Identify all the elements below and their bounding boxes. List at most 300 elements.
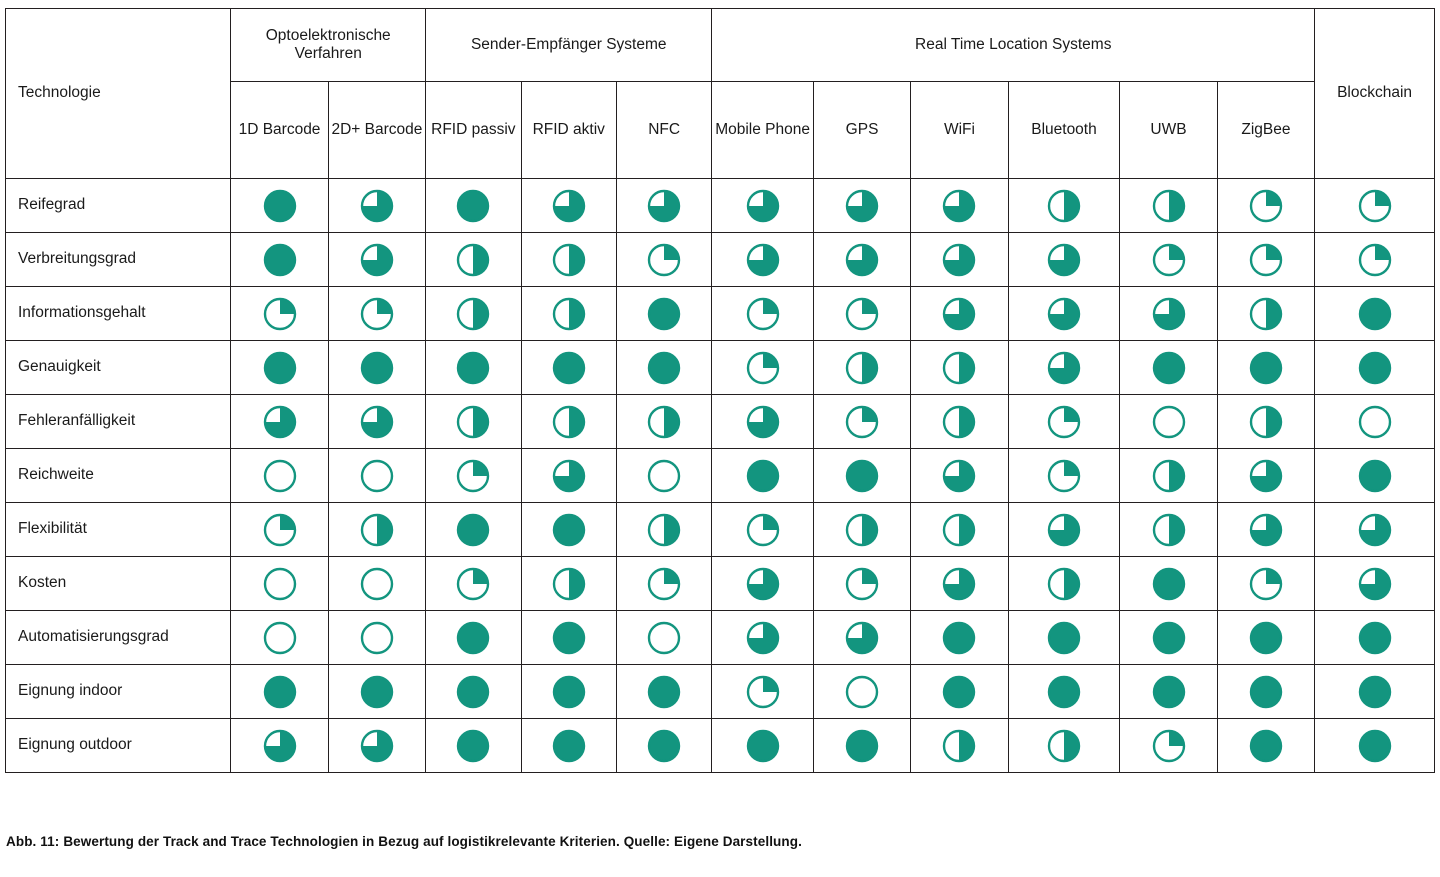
- figure-caption-text: Bewertung der Track and Trace Technologien in Bezug auf logistikrelevante Kriterien. Quelle: Eigene Darstellung.: [63, 834, 802, 849]
- table-row: [6, 179, 1435, 233]
- table-body: [6, 179, 1435, 773]
- harvey-ball-icon: [1120, 611, 1216, 664]
- table-row: [6, 719, 1435, 773]
- harvey-ball-icon: [522, 557, 616, 610]
- harvey-ball-icon: [1315, 233, 1434, 286]
- harvey-ball-icon: [1218, 611, 1314, 664]
- cell-rfid-passiv-4: [426, 341, 521, 395]
- harvey-ball-icon: [617, 287, 711, 340]
- harvey-ball-icon: [712, 665, 812, 718]
- column-header-rfid-aktiv: RFID aktiv: [521, 82, 616, 179]
- harvey-ball-icon: [522, 233, 616, 286]
- harvey-ball-icon: [1009, 233, 1120, 286]
- harvey-ball-icon: [1120, 287, 1216, 340]
- cell-zigbee-1: [1217, 179, 1314, 233]
- harvey-ball-icon: [911, 611, 1007, 664]
- cell-gps-10: [813, 665, 910, 719]
- cell-rfid-aktiv-3: [521, 287, 616, 341]
- table-row: [6, 557, 1435, 611]
- group-header-blockchain: Blockchain: [1315, 9, 1435, 179]
- cell-gps-6: [813, 449, 910, 503]
- cell-mobile-phone-5: [712, 395, 813, 449]
- harvey-ball-icon: [329, 611, 425, 664]
- cell-rfid-passiv-8: [426, 557, 521, 611]
- cell-1d-barcode-10: [231, 665, 328, 719]
- harvey-ball-icon: [329, 395, 425, 448]
- harvey-ball-icon: [522, 179, 616, 232]
- table-row: [6, 341, 1435, 395]
- cell-wifi-2: [911, 233, 1008, 287]
- cell-nfc-2: [616, 233, 711, 287]
- harvey-ball-icon: [231, 665, 327, 718]
- cell-uwb-11: [1120, 719, 1217, 773]
- harvey-ball-icon: [1315, 503, 1434, 556]
- column-header-zigbee: ZigBee: [1217, 82, 1314, 179]
- harvey-ball-icon: [814, 449, 910, 502]
- harvey-ball-icon: [911, 287, 1007, 340]
- cell-blockchain-11: [1315, 719, 1435, 773]
- harvey-ball-icon: [911, 719, 1007, 772]
- cell-blockchain-2: [1315, 233, 1435, 287]
- harvey-ball-icon: [814, 557, 910, 610]
- harvey-ball-icon: [814, 233, 910, 286]
- harvey-ball-icon: [911, 557, 1007, 610]
- cell-2d-barcode-7: [328, 503, 425, 557]
- harvey-ball-icon: [426, 449, 520, 502]
- harvey-ball-icon: [617, 719, 711, 772]
- cell-1d-barcode-2: [231, 233, 328, 287]
- cell-mobile-phone-1: [712, 179, 813, 233]
- harvey-ball-icon: [329, 719, 425, 772]
- cell-rfid-passiv-11: [426, 719, 521, 773]
- harvey-ball-icon: [712, 503, 812, 556]
- harvey-ball-icon: [712, 341, 812, 394]
- harvey-ball-icon: [1218, 395, 1314, 448]
- cell-gps-11: [813, 719, 910, 773]
- harvey-ball-icon: [712, 233, 812, 286]
- cell-bluetooth-6: [1008, 449, 1120, 503]
- row-header-automatisierungsgrad: Automatisierungsgrad: [6, 611, 231, 665]
- harvey-ball-icon: [1218, 287, 1314, 340]
- harvey-ball-icon: [1218, 719, 1314, 772]
- cell-1d-barcode-7: [231, 503, 328, 557]
- harvey-ball-icon: [1315, 287, 1434, 340]
- harvey-ball-icon: [426, 611, 520, 664]
- harvey-ball-icon: [814, 503, 910, 556]
- cell-wifi-11: [911, 719, 1008, 773]
- cell-gps-3: [813, 287, 910, 341]
- cell-nfc-6: [616, 449, 711, 503]
- column-header-mobile-phone: Mobile Phone: [712, 82, 813, 179]
- cell-wifi-8: [911, 557, 1008, 611]
- harvey-ball-icon: [522, 665, 616, 718]
- cell-blockchain-8: [1315, 557, 1435, 611]
- cell-rfid-passiv-2: [426, 233, 521, 287]
- harvey-ball-icon: [329, 179, 425, 232]
- harvey-ball-icon: [911, 179, 1007, 232]
- cell-nfc-7: [616, 503, 711, 557]
- cell-rfid-aktiv-11: [521, 719, 616, 773]
- harvey-ball-icon: [522, 719, 616, 772]
- harvey-ball-icon: [426, 395, 520, 448]
- cell-blockchain-9: [1315, 611, 1435, 665]
- cell-uwb-10: [1120, 665, 1217, 719]
- figure-caption-number: Abb. 11:: [6, 834, 60, 849]
- harvey-ball-icon: [231, 233, 327, 286]
- harvey-ball-icon: [329, 557, 425, 610]
- harvey-ball-icon: [329, 287, 425, 340]
- harvey-ball-icon: [1120, 395, 1216, 448]
- cell-wifi-6: [911, 449, 1008, 503]
- harvey-ball-icon: [522, 287, 616, 340]
- harvey-ball-icon: [617, 233, 711, 286]
- row-header-reifegrad: Reifegrad: [6, 179, 231, 233]
- column-header-nfc: NFC: [616, 82, 711, 179]
- column-header-bluetooth: Bluetooth: [1008, 82, 1120, 179]
- cell-gps-4: [813, 341, 910, 395]
- harvey-ball-icon: [1120, 179, 1216, 232]
- cell-wifi-7: [911, 503, 1008, 557]
- cell-zigbee-6: [1217, 449, 1314, 503]
- harvey-ball-icon: [1009, 449, 1120, 502]
- harvey-ball-icon: [911, 233, 1007, 286]
- cell-wifi-1: [911, 179, 1008, 233]
- cell-blockchain-10: [1315, 665, 1435, 719]
- harvey-ball-icon: [231, 287, 327, 340]
- cell-mobile-phone-11: [712, 719, 813, 773]
- row-header-eignung-indoor: Eignung indoor: [6, 665, 231, 719]
- cell-1d-barcode-8: [231, 557, 328, 611]
- row-header-genauigkeit: Genauigkeit: [6, 341, 231, 395]
- cell-nfc-1: [616, 179, 711, 233]
- cell-zigbee-3: [1217, 287, 1314, 341]
- cell-uwb-1: [1120, 179, 1217, 233]
- cell-mobile-phone-9: [712, 611, 813, 665]
- harvey-ball-icon: [329, 665, 425, 718]
- cell-2d-barcode-11: [328, 719, 425, 773]
- cell-rfid-aktiv-8: [521, 557, 616, 611]
- harvey-ball-icon: [617, 557, 711, 610]
- harvey-ball-icon: [1315, 179, 1434, 232]
- harvey-ball-icon: [1120, 341, 1216, 394]
- harvey-ball-icon: [814, 341, 910, 394]
- cell-zigbee-4: [1217, 341, 1314, 395]
- table-row: [6, 287, 1435, 341]
- harvey-ball-icon: [1009, 395, 1120, 448]
- harvey-ball-icon: [1120, 665, 1216, 718]
- cell-blockchain-3: [1315, 287, 1435, 341]
- harvey-ball-icon: [1120, 503, 1216, 556]
- row-header-flexibilit-t: Flexibilität: [6, 503, 231, 557]
- harvey-ball-icon: [522, 341, 616, 394]
- harvey-ball-icon: [426, 503, 520, 556]
- harvey-ball-icon: [814, 287, 910, 340]
- cell-bluetooth-11: [1008, 719, 1120, 773]
- harvey-ball-icon: [1009, 503, 1120, 556]
- cell-mobile-phone-2: [712, 233, 813, 287]
- cell-rfid-aktiv-10: [521, 665, 616, 719]
- table-row: [6, 449, 1435, 503]
- group-header-row: [6, 9, 1435, 82]
- cell-2d-barcode-3: [328, 287, 425, 341]
- cell-bluetooth-5: [1008, 395, 1120, 449]
- cell-mobile-phone-4: [712, 341, 813, 395]
- harvey-ball-icon: [231, 395, 327, 448]
- cell-uwb-4: [1120, 341, 1217, 395]
- cell-wifi-5: [911, 395, 1008, 449]
- group-header-optoelektronische: Optoelektronische Verfahren: [231, 9, 426, 82]
- cell-gps-9: [813, 611, 910, 665]
- harvey-ball-icon: [1218, 179, 1314, 232]
- cell-wifi-4: [911, 341, 1008, 395]
- harvey-ball-icon: [617, 449, 711, 502]
- harvey-ball-icon: [814, 395, 910, 448]
- harvey-ball-icon: [1120, 449, 1216, 502]
- column-header-uwb: UWB: [1120, 82, 1217, 179]
- harvey-ball-icon: [1009, 287, 1120, 340]
- harvey-ball-icon: [329, 503, 425, 556]
- cell-nfc-8: [616, 557, 711, 611]
- harvey-ball-icon: [231, 557, 327, 610]
- cell-2d-barcode-9: [328, 611, 425, 665]
- cell-gps-7: [813, 503, 910, 557]
- cell-mobile-phone-3: [712, 287, 813, 341]
- cell-uwb-5: [1120, 395, 1217, 449]
- harvey-ball-icon: [329, 449, 425, 502]
- harvey-ball-icon: [617, 179, 711, 232]
- harvey-ball-icon: [231, 341, 327, 394]
- cell-1d-barcode-11: [231, 719, 328, 773]
- cell-rfid-passiv-6: [426, 449, 521, 503]
- cell-bluetooth-9: [1008, 611, 1120, 665]
- harvey-ball-icon: [911, 341, 1007, 394]
- harvey-ball-icon: [231, 503, 327, 556]
- cell-rfid-passiv-3: [426, 287, 521, 341]
- group-header-sender-empfaenger: Sender-Empfänger Systeme: [426, 9, 712, 82]
- cell-wifi-9: [911, 611, 1008, 665]
- row-header-fehleranf-lligkeit: Fehleranfälligkeit: [6, 395, 231, 449]
- harvey-ball-icon: [1315, 719, 1434, 772]
- row-header-kosten: Kosten: [6, 557, 231, 611]
- cell-bluetooth-2: [1008, 233, 1120, 287]
- cell-blockchain-7: [1315, 503, 1435, 557]
- harvey-ball-icon: [231, 179, 327, 232]
- cell-bluetooth-4: [1008, 341, 1120, 395]
- harvey-ball-icon: [1218, 449, 1314, 502]
- harvey-ball-icon: [1218, 233, 1314, 286]
- harvey-ball-icon: [1315, 341, 1434, 394]
- cell-rfid-passiv-10: [426, 665, 521, 719]
- harvey-ball-icon: [231, 611, 327, 664]
- row-header-reichweite: Reichweite: [6, 449, 231, 503]
- table-header: [6, 9, 1435, 179]
- cell-rfid-passiv-7: [426, 503, 521, 557]
- cell-nfc-10: [616, 665, 711, 719]
- harvey-ball-icon: [329, 233, 425, 286]
- cell-2d-barcode-6: [328, 449, 425, 503]
- harvey-ball-icon: [522, 449, 616, 502]
- harvey-ball-icon: [1315, 611, 1434, 664]
- cell-rfid-aktiv-1: [521, 179, 616, 233]
- column-header-2d-barcode: 2D+ Barcode: [328, 82, 425, 179]
- harvey-ball-icon: [712, 449, 812, 502]
- cell-bluetooth-8: [1008, 557, 1120, 611]
- cell-2d-barcode-1: [328, 179, 425, 233]
- harvey-ball-icon: [329, 341, 425, 394]
- cell-nfc-11: [616, 719, 711, 773]
- cell-nfc-3: [616, 287, 711, 341]
- harvey-ball-icon: [1120, 557, 1216, 610]
- table-row: [6, 503, 1435, 557]
- harvey-ball-icon: [617, 665, 711, 718]
- harvey-ball-icon: [911, 449, 1007, 502]
- harvey-ball-icon: [814, 179, 910, 232]
- cell-1d-barcode-6: [231, 449, 328, 503]
- harvey-ball-icon: [712, 557, 812, 610]
- cell-zigbee-11: [1217, 719, 1314, 773]
- harvey-ball-icon: [426, 233, 520, 286]
- table-row: [6, 611, 1435, 665]
- cell-zigbee-7: [1217, 503, 1314, 557]
- harvey-ball-icon: [1315, 395, 1434, 448]
- harvey-ball-icon: [231, 449, 327, 502]
- cell-wifi-3: [911, 287, 1008, 341]
- cell-2d-barcode-5: [328, 395, 425, 449]
- cell-wifi-10: [911, 665, 1008, 719]
- table-row: [6, 395, 1435, 449]
- harvey-ball-icon: [1009, 557, 1120, 610]
- harvey-ball-icon: [617, 395, 711, 448]
- cell-2d-barcode-8: [328, 557, 425, 611]
- cell-blockchain-1: [1315, 179, 1435, 233]
- cell-zigbee-2: [1217, 233, 1314, 287]
- harvey-ball-icon: [911, 395, 1007, 448]
- cell-gps-1: [813, 179, 910, 233]
- cell-nfc-5: [616, 395, 711, 449]
- cell-rfid-aktiv-9: [521, 611, 616, 665]
- harvey-ball-icon: [1315, 557, 1434, 610]
- figure-caption: [6, 834, 802, 849]
- cell-uwb-8: [1120, 557, 1217, 611]
- row-header-informationsgehalt: Informationsgehalt: [6, 287, 231, 341]
- harvey-ball-icon: [1009, 611, 1120, 664]
- cell-mobile-phone-8: [712, 557, 813, 611]
- cell-uwb-3: [1120, 287, 1217, 341]
- cell-nfc-4: [616, 341, 711, 395]
- cell-blockchain-4: [1315, 341, 1435, 395]
- harvey-ball-icon: [426, 287, 520, 340]
- table-row: [6, 665, 1435, 719]
- harvey-ball-icon: [1218, 503, 1314, 556]
- cell-rfid-passiv-5: [426, 395, 521, 449]
- harvey-ball-icon: [617, 503, 711, 556]
- cell-zigbee-5: [1217, 395, 1314, 449]
- harvey-ball-icon: [911, 503, 1007, 556]
- harvey-ball-icon: [712, 719, 812, 772]
- cell-uwb-6: [1120, 449, 1217, 503]
- cell-nfc-9: [616, 611, 711, 665]
- harvey-ball-icon: [522, 611, 616, 664]
- evaluation-table: [5, 8, 1435, 773]
- cell-2d-barcode-10: [328, 665, 425, 719]
- cell-zigbee-8: [1217, 557, 1314, 611]
- cell-gps-2: [813, 233, 910, 287]
- row-header-label: Technologie: [6, 9, 231, 179]
- harvey-ball-icon: [1120, 719, 1216, 772]
- cell-2d-barcode-2: [328, 233, 425, 287]
- harvey-ball-icon: [1315, 665, 1434, 718]
- harvey-ball-icon: [712, 395, 812, 448]
- row-header-eignung-outdoor: Eignung outdoor: [6, 719, 231, 773]
- cell-gps-8: [813, 557, 910, 611]
- harvey-ball-icon: [522, 395, 616, 448]
- harvey-ball-icon: [911, 665, 1007, 718]
- cell-rfid-aktiv-4: [521, 341, 616, 395]
- cell-mobile-phone-10: [712, 665, 813, 719]
- harvey-ball-icon: [426, 719, 520, 772]
- harvey-ball-icon: [426, 341, 520, 394]
- cell-1d-barcode-1: [231, 179, 328, 233]
- table-row: [6, 233, 1435, 287]
- cell-2d-barcode-4: [328, 341, 425, 395]
- cell-uwb-7: [1120, 503, 1217, 557]
- harvey-ball-icon: [426, 557, 520, 610]
- cell-rfid-aktiv-7: [521, 503, 616, 557]
- cell-1d-barcode-9: [231, 611, 328, 665]
- harvey-ball-icon: [522, 503, 616, 556]
- harvey-ball-icon: [712, 179, 812, 232]
- harvey-ball-icon: [1218, 341, 1314, 394]
- cell-rfid-aktiv-5: [521, 395, 616, 449]
- harvey-ball-icon: [1315, 449, 1434, 502]
- cell-blockchain-6: [1315, 449, 1435, 503]
- cell-1d-barcode-4: [231, 341, 328, 395]
- harvey-ball-icon: [1120, 233, 1216, 286]
- harvey-ball-icon: [231, 719, 327, 772]
- harvey-ball-icon: [814, 611, 910, 664]
- cell-gps-5: [813, 395, 910, 449]
- cell-bluetooth-7: [1008, 503, 1120, 557]
- cell-rfid-passiv-9: [426, 611, 521, 665]
- column-header-wifi: WiFi: [911, 82, 1008, 179]
- cell-mobile-phone-7: [712, 503, 813, 557]
- harvey-ball-icon: [617, 341, 711, 394]
- cell-rfid-passiv-1: [426, 179, 521, 233]
- cell-uwb-2: [1120, 233, 1217, 287]
- harvey-ball-icon: [1009, 179, 1120, 232]
- cell-1d-barcode-5: [231, 395, 328, 449]
- harvey-ball-icon: [1218, 557, 1314, 610]
- group-header-rtls: Real Time Location Systems: [712, 9, 1315, 82]
- harvey-ball-icon: [1009, 341, 1120, 394]
- harvey-ball-icon: [617, 611, 711, 664]
- harvey-ball-icon: [814, 665, 910, 718]
- harvey-ball-icon: [814, 719, 910, 772]
- harvey-ball-icon: [1218, 665, 1314, 718]
- row-header-verbreitungsgrad: Verbreitungsgrad: [6, 233, 231, 287]
- column-header-rfid-passiv: RFID passiv: [426, 82, 521, 179]
- cell-uwb-9: [1120, 611, 1217, 665]
- column-header-gps: GPS: [813, 82, 910, 179]
- harvey-ball-icon: [712, 287, 812, 340]
- cell-zigbee-10: [1217, 665, 1314, 719]
- harvey-ball-icon: [426, 179, 520, 232]
- cell-blockchain-5: [1315, 395, 1435, 449]
- harvey-ball-icon: [1009, 719, 1120, 772]
- harvey-ball-icon: [1009, 665, 1120, 718]
- cell-bluetooth-10: [1008, 665, 1120, 719]
- harvey-ball-icon: [426, 665, 520, 718]
